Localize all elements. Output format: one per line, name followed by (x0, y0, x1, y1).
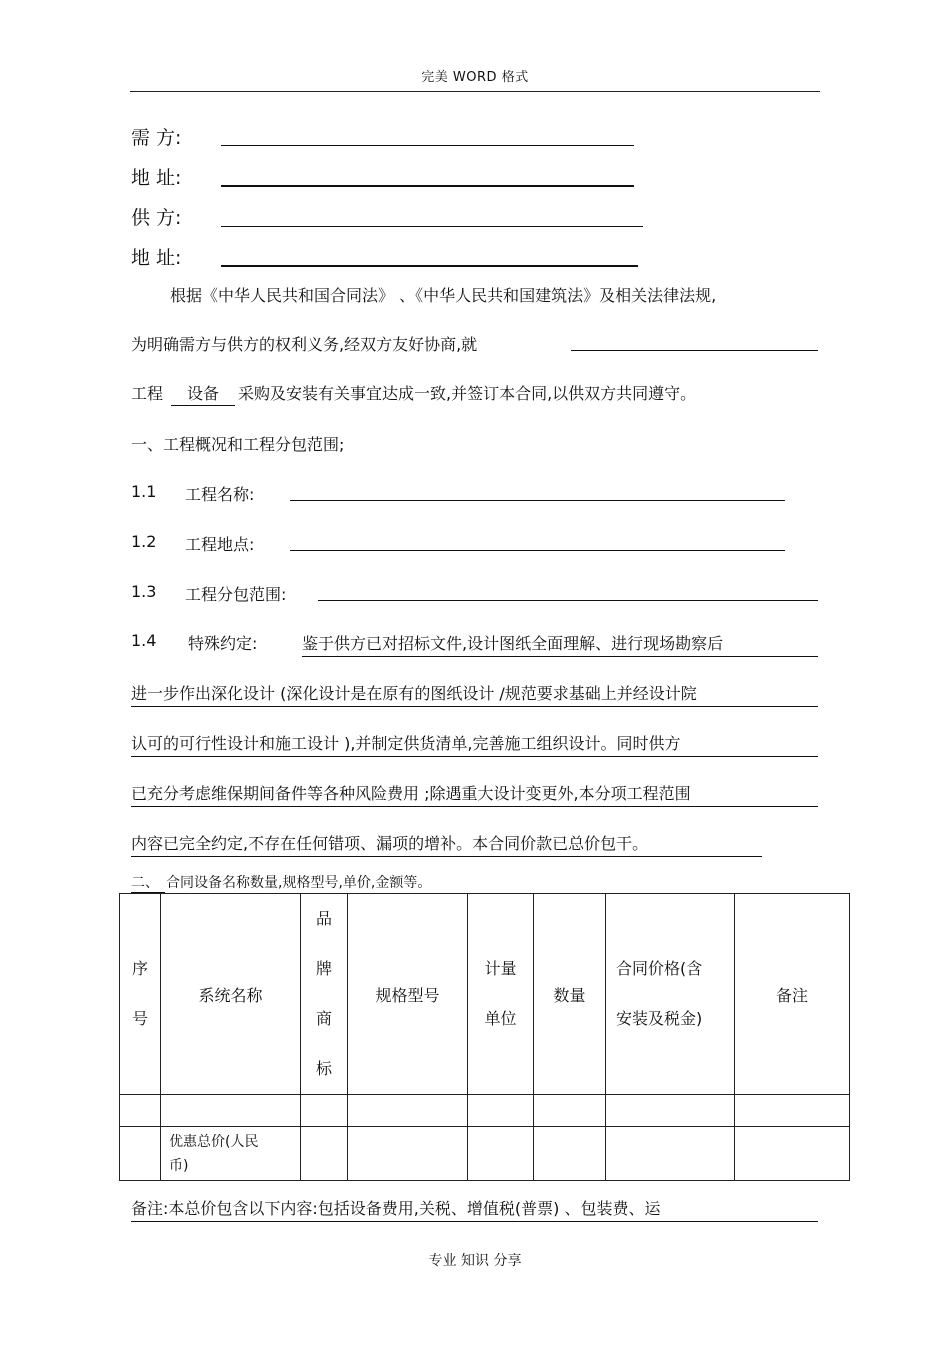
total-remarks[interactable] (735, 1127, 850, 1181)
remark-line: 备注:本总价包含以下内容:包括设备费用,关税、增值税(普票) 、包装费、运 (131, 1196, 818, 1222)
supplier-field[interactable] (221, 226, 643, 227)
special-terms-line-5: 内容已完全约定,不存在任何错项、漏项的增补。本合同价款已总价包干。 (131, 831, 762, 857)
total-label: 优惠总价(人民 币) (161, 1127, 301, 1181)
cell-quantity[interactable] (534, 1095, 606, 1127)
total-quantity[interactable] (534, 1127, 606, 1181)
item-1-1-label: 工程名称: (185, 485, 255, 504)
cell-contract-price[interactable] (606, 1095, 735, 1127)
header-system-name: 系统名称 (161, 894, 301, 1095)
buyer-label: 需 方: (131, 127, 182, 149)
special-terms-line-3: 认可的可行性设计和施工设计 ),并制定供货清单,完善施工组织设计。同时供方 (131, 731, 818, 757)
table-row (120, 1095, 850, 1127)
item-1-4-number: 1.4 (131, 631, 157, 650)
header-seq: 序 号 (120, 894, 161, 1095)
section2-number: 二、 (131, 872, 165, 893)
total-unit[interactable] (468, 1127, 534, 1181)
header-divider (130, 91, 820, 92)
cell-remarks[interactable] (735, 1095, 850, 1127)
intro-line-3-suffix: 采购及安装有关事宜达成一致,并签订本合同,以供双方共同遵守。 (238, 384, 697, 403)
section1-title: 一、工程概况和工程分包范围; (131, 435, 345, 454)
item-1-4-label: 特殊约定: (188, 634, 258, 653)
subcontract-scope-field[interactable] (318, 600, 818, 601)
equipment-table (119, 893, 850, 1181)
header-remarks: 备注 (735, 894, 850, 1095)
item-1-2-number: 1.2 (131, 532, 157, 551)
total-contract-price[interactable] (606, 1127, 735, 1181)
intro-line-3-fill: 设备 (171, 381, 235, 406)
project-name-field[interactable] (290, 500, 785, 501)
item-1-3-number: 1.3 (131, 582, 157, 601)
intro-line-1: 根据《中华人民共和国合同法》 、《中华人民共和国建筑法》及相关法律法规, (170, 286, 717, 305)
intro-line-2: 为明确需方与供方的权利义务,经双方友好协商,就 (131, 335, 478, 354)
cell-spec[interactable] (348, 1095, 468, 1127)
cell-system-name[interactable] (161, 1095, 301, 1127)
project-name-blank[interactable] (571, 350, 818, 351)
header-spec: 规格型号 (348, 894, 468, 1095)
table-total-row (120, 1127, 850, 1181)
buyer-address-label: 地 址: (131, 167, 182, 189)
special-terms-line-2: 进一步作出深化设计 (深化设计是在原有的图纸设计 /规范要求基础上并经设计院 (131, 681, 818, 707)
special-terms-line-1: 鉴于供方已对招标文件,设计图纸全面理解、进行现场勘察后 (302, 631, 818, 657)
project-location-field[interactable] (290, 550, 785, 551)
page-header: 完美 WORD 格式 (421, 70, 529, 85)
cell-brand[interactable] (301, 1095, 348, 1127)
header-quantity: 数量 (534, 894, 606, 1095)
cell-seq[interactable] (120, 1095, 161, 1127)
supplier-address-field[interactable] (221, 265, 638, 267)
table-header-row (120, 894, 850, 1095)
section2-title: 合同设备名称数量,规格型号,单价,金额等。 (166, 875, 432, 891)
page-footer: 专业 知识 分享 (428, 1253, 522, 1269)
cell-unit[interactable] (468, 1095, 534, 1127)
total-spec[interactable] (348, 1127, 468, 1181)
total-seq (120, 1127, 161, 1181)
header-unit: 计量 单位 (468, 894, 534, 1095)
header-brand: 品 牌 商 标 (301, 894, 348, 1095)
supplier-label: 供 方: (131, 207, 182, 229)
header-contract-price: 合同价格(含 安装及税金) (606, 894, 735, 1095)
buyer-address-field[interactable] (221, 185, 634, 187)
intro-line-3-prefix: 工程 (131, 384, 164, 403)
special-terms-line-4: 已充分考虑维保期间备件等各种风险费用 ;除遇重大设计变更外,本分项工程范围 (131, 781, 818, 807)
item-1-2-label: 工程地点: (185, 535, 255, 554)
buyer-field[interactable] (221, 145, 634, 146)
supplier-address-label: 地 址: (131, 247, 182, 269)
item-1-1-number: 1.1 (131, 482, 157, 501)
item-1-3-label: 工程分包范围: (185, 585, 287, 604)
total-brand[interactable] (301, 1127, 348, 1181)
